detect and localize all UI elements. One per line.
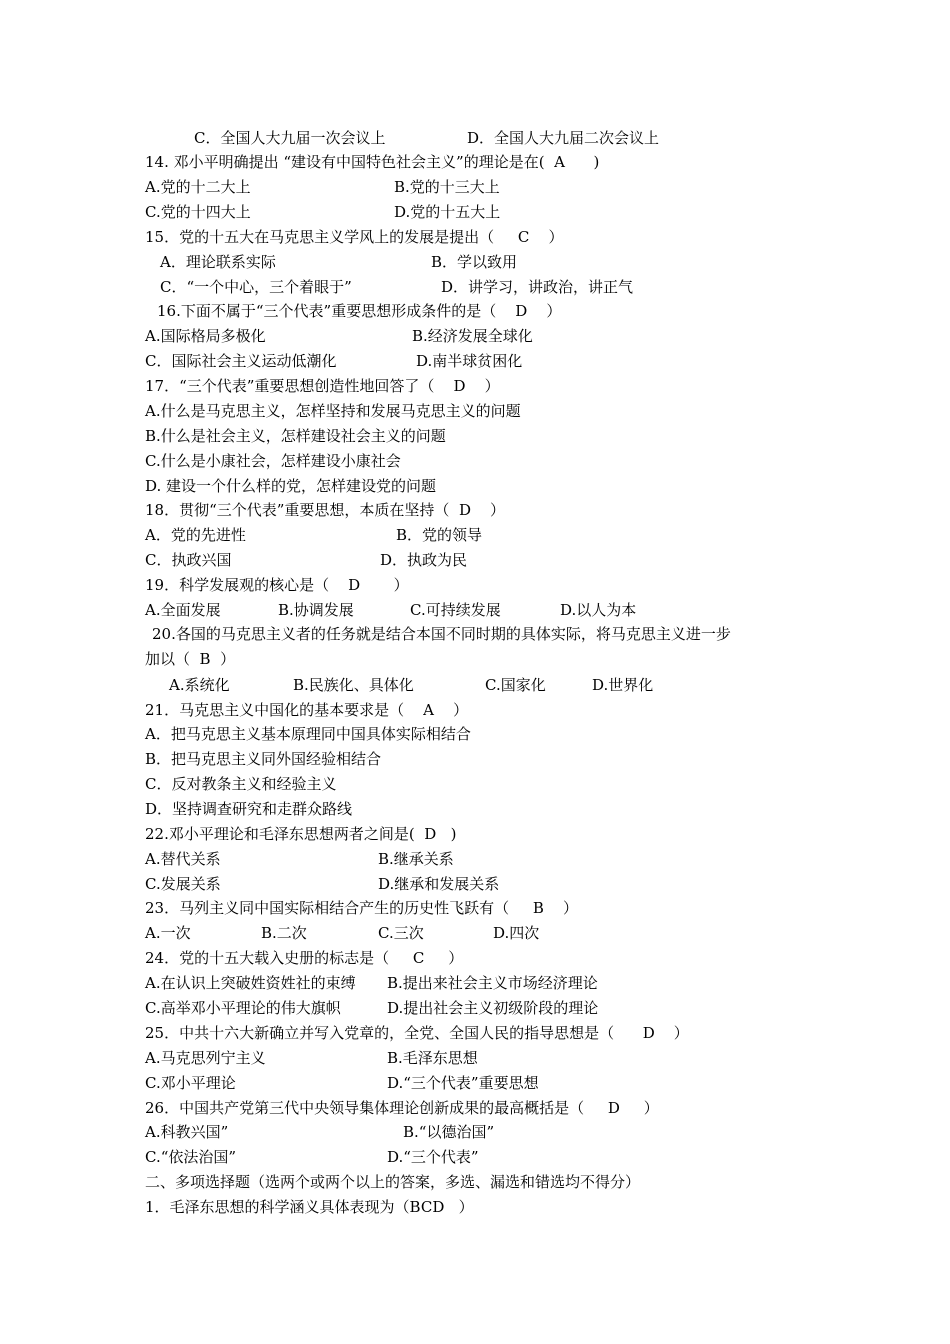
option-text: D．讲学习，讲政治，讲正气 — [441, 278, 634, 296]
text-line — [0, 451, 950, 471]
text-line — [0, 1197, 950, 1217]
text-line — [0, 277, 950, 297]
line-text: A.什么是马克思主义，怎样坚持和发展马克思主义的问题 — [145, 402, 521, 420]
text-line — [0, 1147, 950, 1167]
text-line — [0, 476, 950, 496]
option-text: C.可持续发展 — [410, 601, 501, 619]
option-text: C．全国人大九届一次会议上 — [194, 129, 386, 147]
option-text: D．执政为民 — [380, 551, 468, 569]
text-line — [0, 1098, 950, 1118]
text-line — [0, 749, 950, 769]
line-text: 二、多项选择题（选两个或两个以上的答案，多选、漏选和错选均不得分） — [145, 1173, 641, 1191]
text-line — [0, 649, 950, 669]
line-text: 21．马克思主义中国化的基本要求是（ A ） — [145, 701, 469, 719]
option-text: B.提出来社会主义市场经济理论 — [387, 974, 598, 992]
line-text: 17．“三个代表”重要思想创造性地回答了（ D ） — [145, 377, 500, 395]
option-text: B.毛泽东思想 — [387, 1049, 478, 1067]
option-text: D.南半球贫困化 — [416, 352, 523, 370]
option-text: C．执政兴国 — [145, 551, 232, 569]
option-text: D.提出社会主义初级阶段的理论 — [387, 999, 599, 1017]
option-text: B．学以致用 — [431, 253, 518, 271]
option-text: A.一次 — [145, 924, 191, 942]
text-line — [0, 700, 950, 720]
option-text: C.高举邓小平理论的伟大旗帜 — [145, 999, 341, 1017]
text-line — [0, 128, 950, 148]
option-text: C.国家化 — [485, 676, 546, 694]
option-text: A.系统化 — [169, 676, 230, 694]
line-text: 23．马列主义同中国实际相结合产生的历史性飞跃有（ B ） — [145, 899, 579, 917]
option-text: B.“以德治国” — [403, 1123, 495, 1141]
text-line — [0, 923, 950, 943]
option-text: B.经济发展全球化 — [412, 327, 533, 345]
line-text: 22.邓小平理论和毛泽东思想两者之间是( D ) — [145, 825, 457, 843]
line-text: C．反对教条主义和经验主义 — [145, 775, 337, 793]
option-text: B.党的十三大上 — [394, 178, 500, 196]
text-line — [0, 202, 950, 222]
text-line — [0, 799, 950, 819]
option-text: B．党的领导 — [396, 526, 483, 544]
option-text: A．理论联系实际 — [160, 253, 276, 271]
option-text: D.继承和发展关系 — [378, 875, 500, 893]
text-line — [0, 600, 950, 620]
text-line — [0, 1048, 950, 1068]
text-line — [0, 227, 950, 247]
text-line — [0, 252, 950, 272]
text-line — [0, 525, 950, 545]
line-text: 20.各国的马克思主义者的任务就是结合本国不同时期的具体实际，将马克思主义进一步 — [152, 625, 731, 643]
option-text: A.科教兴国” — [145, 1123, 229, 1141]
option-text: D．全国人大九届二次会议上 — [467, 129, 660, 147]
text-line — [0, 401, 950, 421]
option-text: A.在认识上突破姓资姓社的束缚 — [145, 974, 356, 992]
text-line — [0, 575, 950, 595]
text-line — [0, 874, 950, 894]
line-text: B.什么是社会主义，怎样建设社会主义的问题 — [145, 427, 446, 445]
text-line — [0, 1073, 950, 1093]
option-text: B.继承关系 — [378, 850, 454, 868]
option-text: A.党的十二大上 — [145, 178, 251, 196]
option-text: D.世界化 — [592, 676, 654, 694]
text-line — [0, 426, 950, 446]
text-line — [0, 1172, 950, 1192]
text-line — [0, 774, 950, 794]
line-text: 16.下面不属于“三个代表”重要思想形成条件的是（ D ） — [157, 302, 562, 320]
option-text: D.以人为本 — [560, 601, 637, 619]
option-text: C．“一个中心，三个着眼于” — [160, 278, 352, 296]
option-text: C.发展关系 — [145, 875, 221, 893]
line-text: 15．党的十五大在马克思主义学风上的发展是提出（ C ） — [145, 228, 564, 246]
option-text: C．国际社会主义运动低潮化 — [145, 352, 337, 370]
line-text: 18．贯彻“三个代表”重要思想，本质在坚持（ D ） — [145, 501, 506, 519]
line-text: 1．毛泽东思想的科学涵义具体表现为（BCD ） — [145, 1198, 474, 1216]
line-text: A．把马克思主义基本原理同中国具体实际相结合 — [145, 725, 471, 743]
text-line — [0, 998, 950, 1018]
text-line — [0, 973, 950, 993]
option-text: C.党的十四大上 — [145, 203, 251, 221]
option-text: B.民族化、具体化 — [293, 676, 414, 694]
line-text: 26．中国共产党第三代中央领导集体理论创新成果的最高概括是（ D ） — [145, 1099, 659, 1117]
text-line — [0, 500, 950, 520]
line-text: 加以（ B ） — [145, 650, 236, 668]
text-line — [0, 301, 950, 321]
option-text: B.二次 — [261, 924, 307, 942]
line-text: B．把马克思主义同外国经验相结合 — [145, 750, 382, 768]
line-text: D．坚持调查研究和走群众路线 — [145, 800, 353, 818]
text-line — [0, 376, 950, 396]
option-text: A.全面发展 — [145, 601, 221, 619]
text-line — [0, 724, 950, 744]
text-line — [0, 675, 950, 695]
text-line — [0, 824, 950, 844]
line-text: C.什么是小康社会，怎样建设小康社会 — [145, 452, 401, 470]
line-text: 14. 邓小平明确提出 “建设有中国特色社会主义”的理论是在( A ) — [145, 153, 600, 171]
text-line — [0, 624, 950, 644]
line-text: 25．中共十六大新确立并写入党章的，全党、全国人民的指导思想是（ D ） — [145, 1024, 689, 1042]
option-text: C.三次 — [378, 924, 424, 942]
text-line — [0, 550, 950, 570]
line-text: D. 建设一个什么样的党，怎样建设党的问题 — [145, 477, 437, 495]
text-line — [0, 948, 950, 968]
text-line — [0, 1023, 950, 1043]
text-line — [0, 898, 950, 918]
text-line — [0, 326, 950, 346]
option-text: D.“三个代表”重要思想 — [387, 1074, 539, 1092]
text-line — [0, 177, 950, 197]
option-text: A．党的先进性 — [145, 526, 246, 544]
option-text: A.替代关系 — [145, 850, 221, 868]
text-line — [0, 351, 950, 371]
text-line — [0, 1122, 950, 1142]
option-text: D.党的十五大上 — [394, 203, 501, 221]
option-text: D.“三个代表” — [387, 1148, 479, 1166]
option-text: B.协调发展 — [278, 601, 354, 619]
option-text: C.“依法治国” — [145, 1148, 237, 1166]
option-text: D.四次 — [493, 924, 540, 942]
option-text: C.邓小平理论 — [145, 1074, 236, 1092]
text-line — [0, 849, 950, 869]
line-text: 24．党的十五大载入史册的标志是（ C ） — [145, 949, 464, 967]
text-line — [0, 152, 950, 172]
option-text: A.国际格局多极化 — [145, 327, 266, 345]
option-text: A.马克思列宁主义 — [145, 1049, 266, 1067]
line-text: 19．科学发展观的核心是（ D ） — [145, 576, 409, 594]
